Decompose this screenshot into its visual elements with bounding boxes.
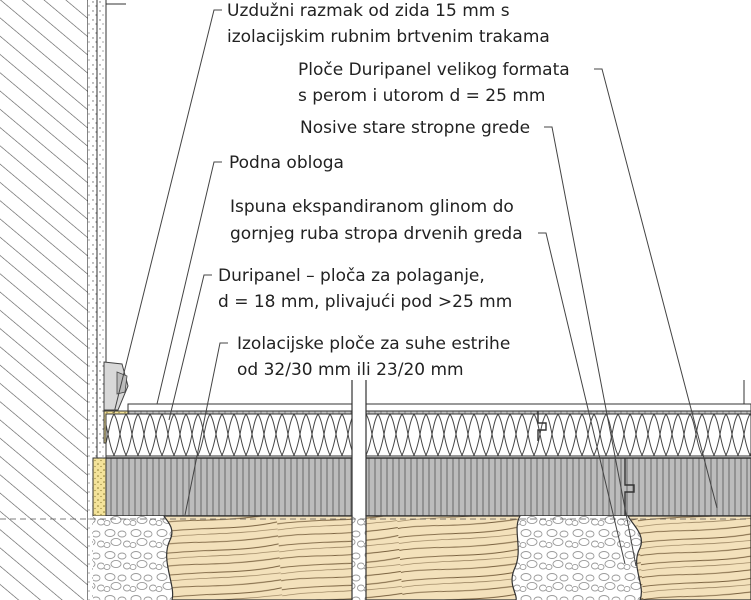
label-floor-covering: Podna obloga [229, 153, 344, 173]
label-wall-gap-line2: izolacijskim rubnim brtvenim trakama [227, 27, 550, 47]
floor-covering-layer [128, 404, 751, 411]
label-clay-fill-line1: Ispuna ekspandiranom glinom do [230, 197, 514, 217]
large-format-board-layer [106, 458, 751, 516]
annotation-labels [218, 1, 570, 380]
label-duripanel-large-line1: Ploče Duripanel velikog formata [298, 60, 570, 80]
timber-beam-middle [366, 516, 520, 600]
label-clay-fill-line2: gornjeg ruba stropa drvenih greda [230, 224, 523, 244]
hatched-wall-section [0, 0, 88, 600]
leader-floor-covering [157, 162, 222, 404]
label-beams: Nosive stare stropne grede [300, 118, 531, 138]
leader-wall-gap [114, 10, 222, 413]
timber-beam-left [164, 516, 352, 600]
label-insulation-line2: od 32/30 mm ili 23/20 mm [237, 360, 464, 380]
leader-laying-board [169, 275, 212, 420]
timber-beam-right [628, 516, 751, 600]
edge-insulation-tape-lower [93, 458, 106, 516]
insulation-board-layer [106, 414, 751, 456]
label-duripanel-large-line2: s perom i utorom d = 25 mm [298, 86, 546, 106]
label-laying-board-line1: Duripanel – ploča za polaganje, [218, 266, 485, 286]
label-insulation-line1: Izolacijske ploče za suhe estrihe [237, 334, 511, 354]
label-wall-gap-line1: Uzdužni razmak od zida 15 mm s [227, 1, 510, 21]
label-laying-board-line2: d = 18 mm, plivajući pod >25 mm [218, 292, 513, 312]
